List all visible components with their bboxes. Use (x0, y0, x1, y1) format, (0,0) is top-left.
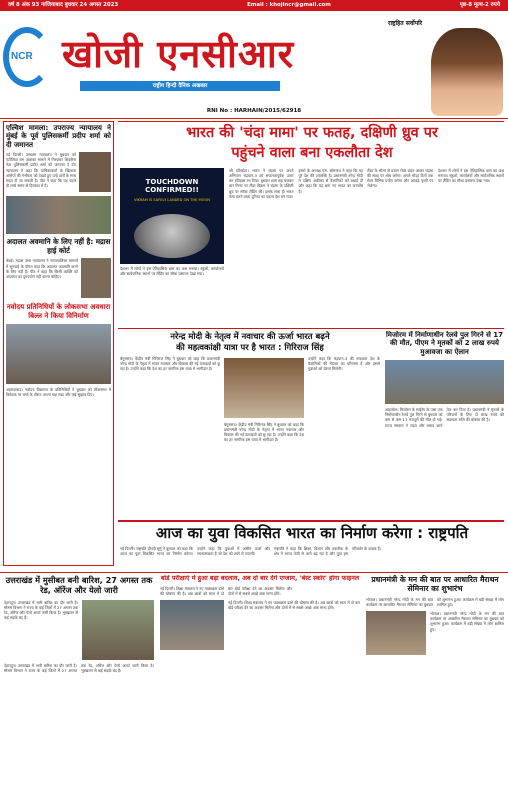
person-photo (79, 152, 111, 192)
celebrity-photo (431, 28, 503, 116)
exam-photo (160, 600, 224, 650)
lead-top-rule (118, 121, 504, 122)
second-body-a: बेगूसराय। केंद्रीय मंत्री गिरिराज सिंह ने बुधवार को कहा कि प्रधानमंत्री नरेन्द्र मोदी के नेतृत्व में भारत नवाचार और विकास की नई ऊंचाइयों को छू रहा है। उन्होंने कहा कि देश का हर नागरिक इस यात्रा में भागीदार है। (120, 356, 220, 372)
newspaper-title: खोजी एनसीआर (62, 32, 295, 76)
bottom-left-story (4, 575, 154, 797)
left-lead-headline: एल्विश मामला: उपराज्य न्यायालय ने मुंबई के पूर्व पुलिसकर्मी प्रदीप शर्मा को दी जमानत (6, 124, 111, 149)
group-photo (6, 196, 111, 234)
touchdown-title: TOUCHDOWN CONFIRMED!! (145, 178, 199, 195)
minister-photo (224, 358, 304, 418)
lead-headline (120, 124, 504, 163)
lead-headline-line2: पहुंचने वाला बना एकलौता देश (231, 144, 393, 161)
banner-rule (118, 520, 504, 522)
divider (0, 118, 508, 119)
bottom-right-body: भोपाल। प्रधानमंत्री नरेन्द्र मोदी के मन की बात कार्यक्रम पर आधारित मैराथन सेमिनार का बुधवार को शुभारंभ हुआ। कार्यक्रम में बड़ी संख्या में लोग शामिल हुए। (366, 596, 504, 608)
bottom-mid-headline: बोर्ड परीक्षाएं में हुआ बड़ा बदलाव, अब दो बार देंगे एग्जाम, 'बेस्ट स्कोर' होगा फाइनल (160, 575, 360, 582)
second-headline (120, 331, 380, 353)
bottom-mid-story (160, 575, 360, 797)
banner-body-left (120, 546, 270, 570)
left-sub-body: चेन्नई। मद्रास उच्च न्यायालय ने न्यायपालिका मामलों में सुनवाई के दौरान कहा कि अदालत अवमानि करने के लिए नहीं है। पीठ ने कहा कि किसी व्यक्ति को अदालत का दुरुपयोग नहीं करना चाहिए। (6, 258, 78, 279)
building-photo (81, 258, 111, 298)
divider (0, 572, 508, 573)
second-body-right (308, 356, 380, 516)
touchdown-image (120, 168, 224, 264)
banner-body-b: राष्ट्रपति ने कहा कि शिक्षा, विज्ञान और तकनीक के क्षेत्र में भारत तेजी से आगे बढ़ रहा है और युवा इस परिवर्तन के वाहक हैं। (274, 546, 382, 557)
lead-body-d: देशभर में लोगों ने इस ऐतिहासिक क्षण का जश्न मनाया। स्कूलों, कार्यालयों और सार्वजनिक स्थानों पर लैंडिंग का सीधा प्रसारण देखा गया। (438, 168, 504, 184)
touchdown-sub: VIKRAM IS SAFELY LANDED ON THE MOON (133, 198, 210, 202)
second-headline-line1: नरेन्द्र मोदी के नेतृत्व में नवाचार की ऊर्जा भारत बढ़ने (170, 331, 330, 341)
bottom-mid-body-2: नई दिल्ली। शिक्षा मंत्रालय ने नए पाठ्यक्रम ढांचे की घोषणा की है। अब छात्रों को साल में दो बार बोर्ड परीक्षा देने का अवसर मिलेगा और दोनों में से सबसे अच्छे अंक मान्य होंगे। (228, 599, 360, 611)
right-column (385, 331, 504, 517)
moon-graphic (134, 214, 210, 258)
page-price: पृष्ठ-8 मूल्य-2 रुपये (459, 2, 500, 9)
event-photo (6, 324, 111, 384)
bottom-right-body-2: भोपाल। प्रधानमंत्री नरेन्द्र मोदी के मन की बात कार्यक्रम पर आधारित मैराथन सेमिनार का बुधवार को शुभारंभ हुआ। कार्यक्रम में बड़ी संख्या में लोग शामिल हुए। (430, 611, 504, 632)
second-body-mid (224, 422, 304, 516)
banner-body-right (274, 546, 504, 570)
seminar-photo (366, 611, 426, 655)
logo-text: NCR (11, 51, 33, 62)
left-third-headline: नवोदय प्रतिनिधियों के लोकसभा अवधारा बिल्ल ने किया विनिर्माण (6, 303, 111, 320)
rain-photo (82, 600, 154, 660)
right-body: आइजोल। मिजोरम के साईरंग के पास एक निर्माणाधीन रेलवे पुल गिरने से बुधवार को कम से कम 17 मजदूरों की मौत हो गई। राज्य सरकार ने राहत और बचाव कार्य तेज कर दिया है। प्रधानमंत्री ने मृतकों के परिजनों के लिए दो लाख रुपये की सहायता राशि की घोषणा की है। (385, 407, 504, 428)
lead-body-d2: देशभर में लोगों ने इस ऐतिहासिक क्षण का जश्न मनाया। स्कूलों, कार्यालयों और सार्वजनिक स्थानों पर लैंडिंग का सीधा प्रसारण देखा गया। (120, 266, 224, 277)
banner-headline: आज का युवा विकसित भारत का निर्माण करेगा : राष्ट्रपति (155, 524, 469, 542)
lead-body-cols-3 (120, 266, 224, 322)
lead-body-b: इसरो के अध्यक्ष एस. सोमनाथ ने कहा कि यह पूरे देश की उपलब्धि है। प्रधानमंत्री नरेन्द्र मोदी ने दक्षिण अफ्रीका से वैज्ञानिकों को बधाई दी और कहा कि यह क्षण नए भारत का जयघोष है। (298, 168, 363, 194)
left-lead-body: नई दिल्ली। उच्चतम न्यायालय ने बुधवार को एंटीलिया बम आशंका मामले में गिरफ्तार शिवसेना नेता पुलिसकर्मी प्रदीप शर्मा को जमानत दे दी। न्यायालय ने कहा कि याचिकाकर्ता के खिलाफ आरोपों की गंभीरता को देखते हुए उन्हें शर्तों के साथ राहत दी जा सकती है। पीठ ने कहा कि वह पहले ही लम्बे समय से हिरासत में हैं। (6, 152, 76, 188)
issue-info: वर्ष 8 अंक 93 गाजियाबाद बुधवार 24 अगस्त 2023 (8, 2, 119, 9)
email: Email : khojincr@gmail.com (247, 2, 331, 9)
bottom-right-headline: प्रधानमंत्री के मन की बात पर आधारित मैराथन सेमिनार का शुभारंभ (371, 575, 499, 594)
rni-number: RNI No : HARHAIN/2015/62918 (206, 108, 302, 114)
tagline: राष्ट्रहित सर्वोपरि (388, 20, 423, 27)
banner-body-a: नई दिल्ली। राष्ट्रपति द्रौपदी मुर्मू ने बुधवार को कहा कि आज का युवा विकसित भारत का निर्माण करेगा। उन्होंने कहा कि युवाओं में असीम ऊर्जा और रचनात्मकता है जो देश को आगे ले जाएगी। (120, 546, 270, 557)
lead-body-cols-2 (367, 168, 504, 268)
left-column (6, 124, 111, 564)
bottom-right-story (366, 575, 504, 797)
divider (118, 328, 504, 329)
second-body-b: उन्होंने कहा कि चंद्रयान-3 की सफलता देश के वैज्ञानिकों की मेहनत का परिणाम है और इससे युवाओं को प्रेरणा मिलेगी। (308, 356, 380, 372)
newspaper-subtitle: राष्ट्रीय हिन्दी दैनिक अखबार (80, 81, 280, 91)
bottom-left-body-2: देहरादून। उत्तराखंड में भारी बारिश का दौर जारी है। मौसम विभाग ने राज्य के कई जिलों में 27 अगस्त तक रेड, ऑरेंज और येलो अलर्ट जारी किया है। भूस्खलन से कई सड़कें बंद हैं। (4, 662, 154, 673)
bottom-mid-body: नई दिल्ली। शिक्षा मंत्रालय ने नए पाठ्यक्रम ढांचे की घोषणा की है। अब छात्रों को साल में दो बार बोर्ड परीक्षा देने का अवसर मिलेगा और दोनों में से सबसे अच्छे अंक मान्य होंगे। (160, 585, 292, 596)
lead-body-a: श्री हरिकोटा। भारत ने चंद्रमा पर अपने अभियान चंद्रयान-3 को सफलतापूर्वक उतार कर इतिहास रच दिया। बुधवार शाम छह बजकर चार मिनट पर लैंडर विक्रम ने चंद्रमा के दक्षिणी ध्रुव पर सॉफ्ट लैंडिंग की। इसके साथ ही भारत ऐसा करने वाला दुनिया का पहला देश बन गया। (229, 168, 294, 199)
bottom-left-body: देहरादून। उत्तराखंड में भारी बारिश का दौर जारी है। मौसम विभाग ने राज्य के कई जिलों में 27 अगस्त तक रेड, ऑरेंज और येलो अलर्ट जारी किया है। भूस्खलन से कई सड़कें बंद हैं। (4, 599, 78, 620)
lead-body-c: लैंडर के भीतर से प्रज्ञान रोवर बाहर आकर चंद्रमा की सतह पर शोध करेगा। अगले चौदह दिनों तक रोवर विभिन्न प्रयोग करेगा और आंकड़े पृथ्वी पर भेजेगा। (367, 168, 433, 189)
bridge-photo (385, 360, 504, 404)
left-third-body: अहमदाबाद। नवोदय विद्यालय के प्रतिनिधियों ने बुधवार को लोकसभा में विधेयक पर चर्चा के दौरान अपना पक्ष रखा और कई सुझाव दिए। (6, 387, 111, 398)
lead-body-cols-1 (229, 168, 363, 268)
top-info-bar (0, 0, 508, 11)
second-headline-line2: की महत्वकांक्षी यात्रा पर है भारत : गिरिराज सिंह (176, 341, 324, 352)
left-sub-headline: अदालत अवमानि के लिए नहीं है: मद्रास हाई कोर्ट (6, 237, 111, 255)
masthead (0, 11, 508, 114)
second-body-left (120, 356, 220, 516)
bottom-left-headline: उत्तराखंड में मुसीबत बनी बारिश, 27 अगस्त तक रेड, ऑरेंज और येलो जारी (5, 575, 153, 596)
second-body-a2: बेगूसराय। केंद्रीय मंत्री गिरिराज सिंह ने बुधवार को कहा कि प्रधानमंत्री नरेन्द्र मोदी के नेतृत्व में भारत नवाचार और विकास की नई ऊंचाइयों को छू रहा है। उन्होंने कहा कि देश का हर नागरिक इस यात्रा में भागीदार है। (224, 422, 304, 443)
lead-headline-line1: भारत की 'चंदा मामा' पर फतह, दक्षिणी ध्रुव पर (186, 125, 438, 141)
right-headline: मिजोरम में निर्माणाधीन रेलवे पुल गिरने से 17 की मौत, पीएम ने मृतकों को 2 लाख रुपये मुआवजा का ऐलान (385, 331, 504, 356)
